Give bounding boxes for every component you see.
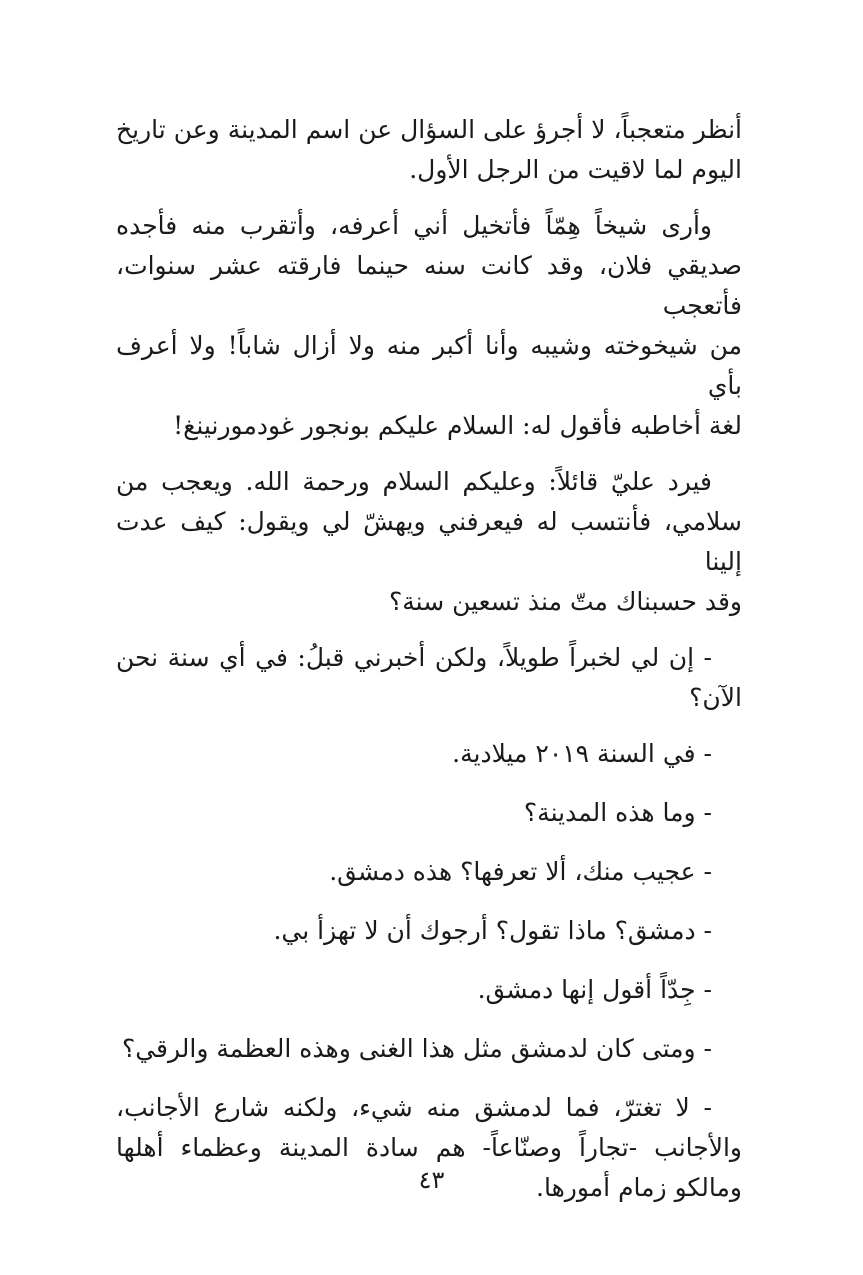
text-line: وقد حسبناك متّ منذ تسعين سنة؟	[388, 587, 742, 616]
text-line: أنظر متعجباً، لا أجرؤ على السؤال عن اسم المدينة وعن تاريخ	[116, 115, 742, 144]
text-line: صديقي فلان، وقد كانت سنه حينما فارقته عشر سنوات، فأتعجب	[116, 251, 742, 320]
text-line: من شيخوخته وشيبه وأنا أكبر منه ولا أزال شاباً! ولا أعرف بأي	[116, 331, 742, 400]
text-line: ومالكو زمام أمورها.	[536, 1173, 742, 1202]
dialogue-line: - ومتى كان لدمشق مثل هذا الغنى وهذه العظمة والرقي؟	[121, 1034, 712, 1063]
dialogue-line: - وما هذه المدينة؟	[523, 798, 712, 827]
dialogue-line: - عجيب منك، ألا تعرفها؟ هذه دمشق.	[329, 857, 712, 886]
dialogue-line	[116, 638, 742, 718]
paragraph	[116, 462, 742, 622]
text-line: الآن؟	[689, 683, 742, 712]
text-line: لغة أخاطبه فأقول له: السلام عليكم بونجور غودمورنينغ!	[173, 411, 742, 440]
paragraph	[116, 110, 742, 190]
text-line: سلامي، فأنتسب له فيعرفني ويهشّ لي ويقول: كيف عدت إلينا	[116, 507, 742, 576]
dialogue-line: - دمشق؟ ماذا تقول؟ أرجوك أن لا تهزأ بي.	[273, 916, 712, 945]
text-line: - لا تغترّ، فما لدمشق منه شيء، ولكنه شارع الأجانب،	[116, 1093, 712, 1122]
text-line: - إن لي لخبراً طويلاً، ولكن أخبرني قبلُ: في أي سنة نحن	[116, 643, 712, 672]
text-line: اليوم لما لاقيت من الرجل الأول.	[409, 155, 742, 184]
text-line: فيرد عليّ قائلاً: وعليكم السلام ورحمة الله. ويعجب من	[116, 467, 712, 496]
text-line: والأجانب -تجاراً وصنّاعاً- هم سادة المدينة وعظماء أهلها	[116, 1133, 742, 1162]
paragraph	[116, 206, 742, 446]
text-line: وأرى شيخاً هِمّاً فأتخيل أني أعرفه، وأتقرب منه فأجده	[116, 211, 712, 240]
dialogue-line: - جِدّاً أقول إنها دمشق.	[477, 975, 712, 1004]
page-number: ٤٣	[418, 1166, 445, 1194]
dialogue-line: - في السنة ٢٠١٩ ميلادية.	[452, 739, 712, 768]
page-body	[116, 110, 742, 1224]
